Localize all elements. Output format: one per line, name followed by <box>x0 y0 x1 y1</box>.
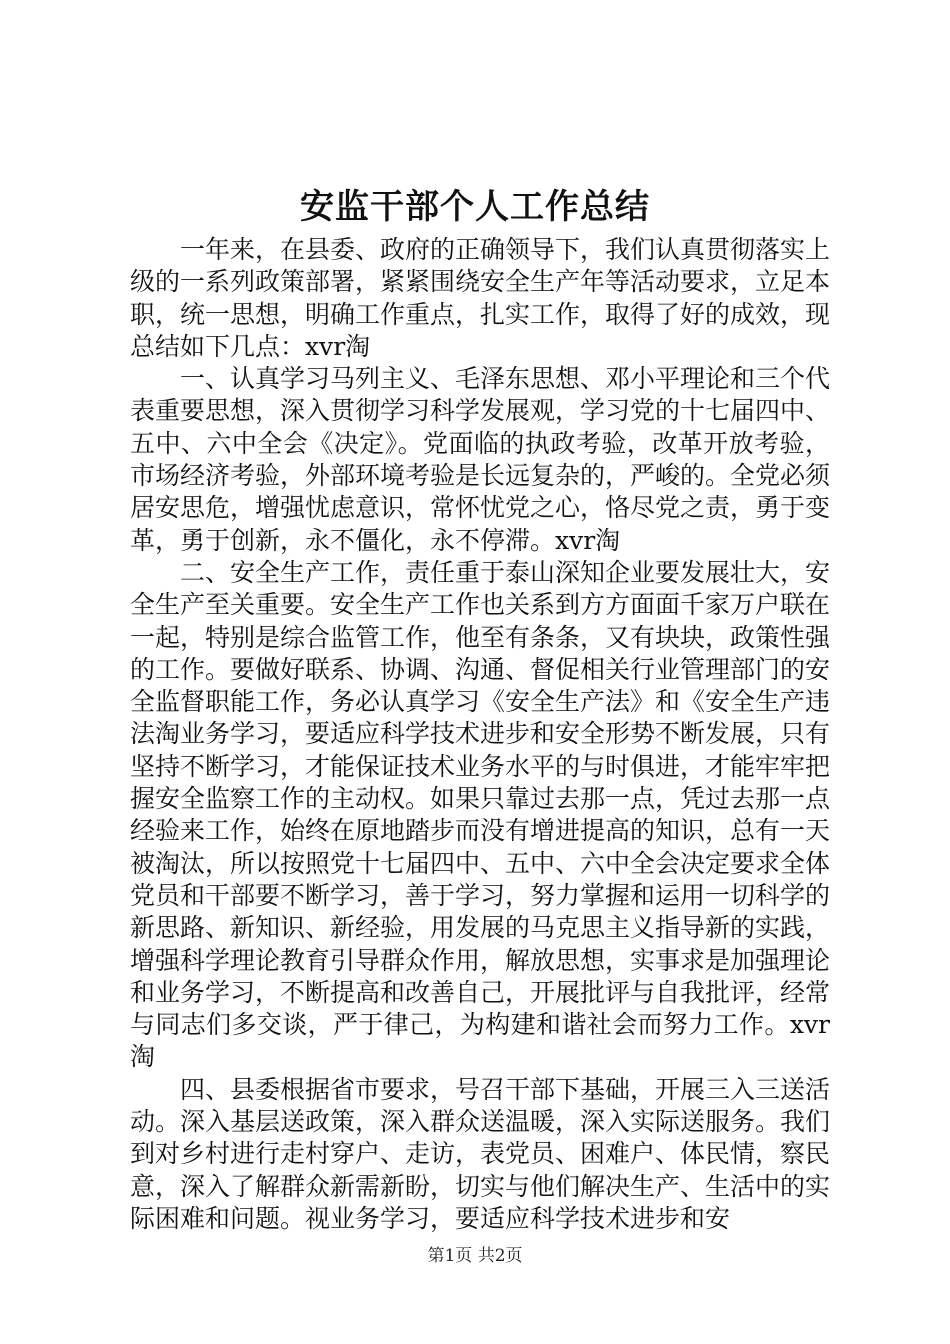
paragraph-intro: 一年来，在县委、政府的正确领导下，我们认真贯彻落实上级的一系列政策部署，紧紧围绕安全生产年等活动要求，立足本职，统一思想，明确工作重点，扎实工作，取得了好的成效，现总结如下几点：xvr淘 <box>130 235 831 361</box>
paragraph-section-1: 一、认真学习马列主义、毛泽东思想、邓小平理论和三个代表重要思想，深入贯彻学习科学发展观，学习党的十七届四中、五中、六中全会《决定》。党面临的执政考验，改革开放考验，市场经济考验，外部环境考验是长远复杂的，严峻的。全党必须居安思危，增强忧虑意识，常怀忧党之心，恪尽党之责，勇于变革，勇于创新，永不僵化，永不停滞。xvr淘 <box>130 364 831 555</box>
paragraph-section-2: 二、安全生产工作，责任重于泰山深知企业要发展壮大，安全生产至关重要。安全生产工作也关系到方方面面千家万户联在一起，特别是综合监管工作，他至有条条，又有块块，政策性强的工作。要做好联系、协调、沟通、督促相关行业管理部门的安全监督职能工作，务必认真学习《安全生产法》和《安全生产违法淘业务学习，要适应科学技术进步和安全形势不断发展，只有坚持不断学习，才能保证技术业务水平的与时俱进，才能牢牢把握安全监察工作的主动权。如果只靠过去那一点，凭过去那一点经验来工作，始终在原地踏步而没有增进提高的知识，总有一天被淘汰，所以按照党十七届四中、五中、六中全会决定要求全体党员和干部要不断学习，善于学习，努力掌握和运用一切科学的新思路、新知识、新经验，用发展的马克思主义指导新的实践，增强科学理论教育引导群众作用，解放思想，实事求是加强理论和业务学习，不断提高和改善自己，开展批评与自我批评，经常与同志们多交谈，严于律己，为构建和谐社会而努力工作。xvr淘 <box>130 557 831 1072</box>
document-body <box>130 234 830 1235</box>
paragraph-section-4: 四、县委根据省市要求，号召干部下基础，开展三入三送活动。深入基层送政策，深入群众送温暖，深入实际送服务。我们到对乡村进行走村穿户、走访，表党员、困难户、体民情，察民意，深入了解群众新需新盼，切实与他们解决生产、生活中的实际困难和问题。视业务学习，要适应科学技术进步和安 <box>130 1074 831 1233</box>
document-title: 安监干部个人工作总结 <box>300 187 650 227</box>
page-number-footer: 第1页 共2页 <box>427 1246 523 1266</box>
